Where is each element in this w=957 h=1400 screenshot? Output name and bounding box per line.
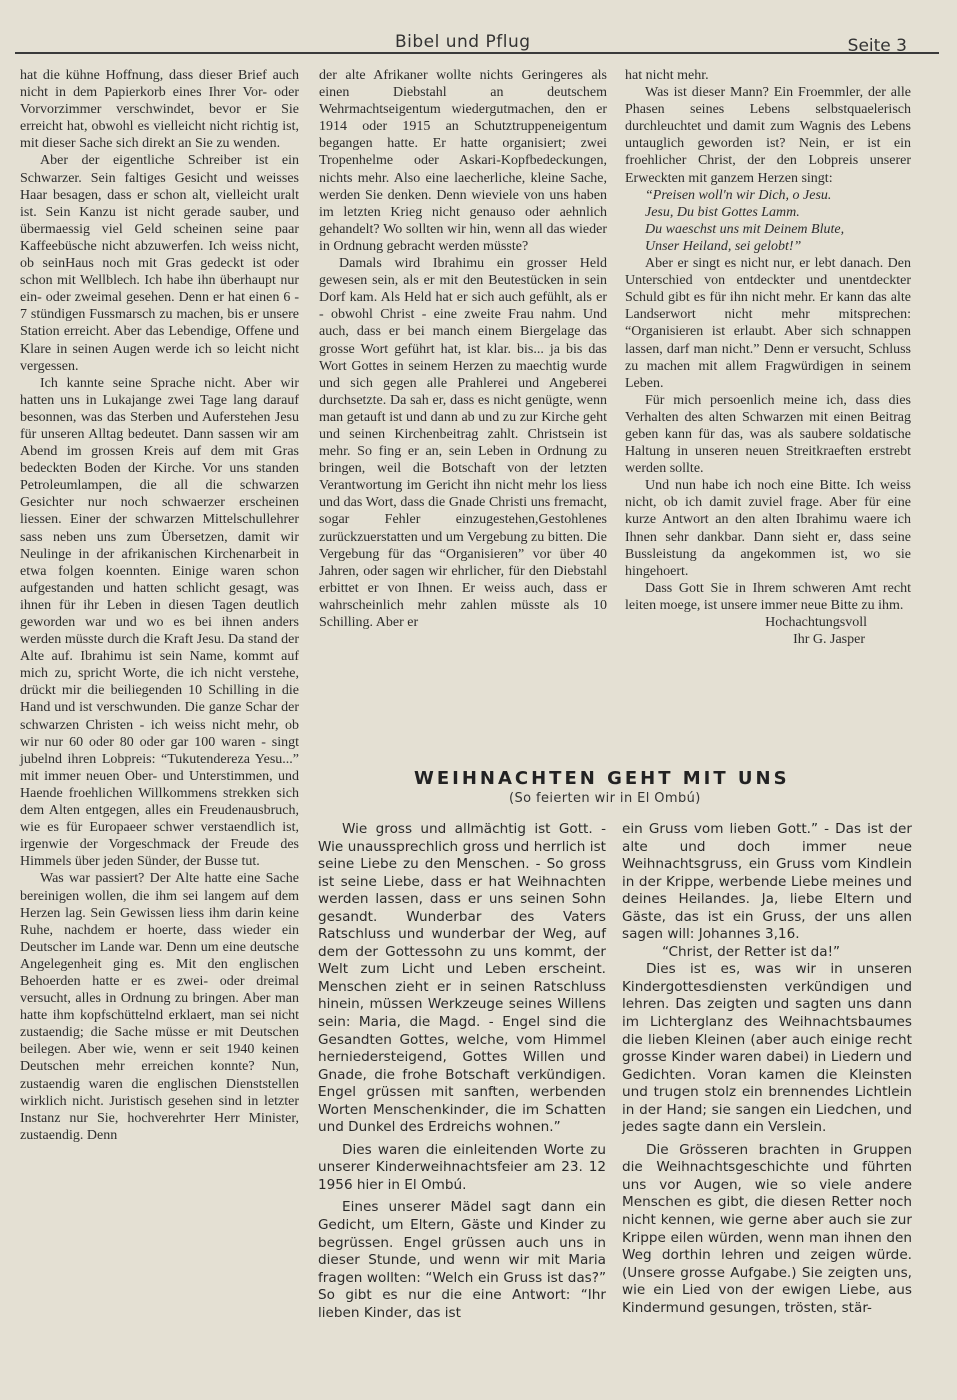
hymn-quote	[645, 187, 911, 255]
hymn-line: “Preisen woll'n wir Dich, o Jesu.	[645, 187, 832, 203]
paragraph: hat nicht mehr.	[625, 68, 709, 83]
paragraph: Damals wird Ibrahimu ein grosser Held gewesen sein, als er mit den Beutestücken in sein Dorf kam. Als Held hat er sich auch gefühlt, als er - obwohl Christ - eine zweite Frau nahm. Und auch, dass er bei manch einem Biergelage das grosse Wort geführt hat, ist klar. bis... ja bis das Wort Gottes in seinem Herzen zu maechtig wurde und sich gegen alle Prahlerei und Angeberei durchsetzte. Da sah er, dass es nicht genügte, wenn man getauft ist und dann ab und zu zur Kirche geht und seinen Kirchenbeitrag zahlt. Christsein ist mehr. So fing er an, sein Leben in Ordnung zu bringen, weil die Botschaft von der letzten Verantwortung im Gericht ihn nicht mehr los liess und das Wort, dass die Gnade Christi uns fremacht, sogar Fehler einzugestehen,Gestohlenes zurückzuerstatten und um Vergebung zu bitten. Die Vergebung für das “Organisieren” vor über 40 Jahren, oder sagen wir ehrlicher, für den Diebstahl erbittet er von Ihnen. Er weiss auch, dass er wahrscheinlich mehr zahlen müsste als 10 Schilling. Aber er	[319, 256, 607, 630]
paragraph: Eines unserer Mädel sagt dann ein Gedicht, um Eltern, Gäste und Kinder zu begrüssen. Engel grüssen auch uns in dieser Stunde, und wenn wir mit Maria fragen wollten: “Welch ein Gruss ist das?” So gibt es nur die eine Antwort: “Ihr lieben Kinder, das ist	[318, 1199, 606, 1321]
paragraph: Dies waren die einleitenden Worte zu unserer Kinderweihnachtsfeier am 23. 12 1956 hier in El Ombú.	[318, 1141, 606, 1193]
hymn-line: Du waeschst uns mit Deinem Blute,	[645, 221, 845, 237]
publication-title: Bibel und Pflug	[395, 32, 531, 52]
paragraph: Und nun habe ich noch eine Bitte. Ich weiss nicht, ob ich damit zuviel frage. Aber für eine kurze Antwort an den alten Ibrahimu waere ich Ihnen sehr dankbar. Dann sieht er, dass seine Bussleistung da angekommen ist, wo sie hingehoert.	[625, 478, 911, 579]
article-title: WEIHNACHTEN GEHT MIT UNS	[414, 768, 790, 789]
paragraph: Die Grösseren brachten in Gruppen die Weihnachtsgeschichte und führten uns vor Augen, wie so viele andere Menschen es gibt, die diesen Retter noch nicht kennen, wie gerne aber auch sie zur Krippe eilen würden, wenn man ihnen den Weg dorthin lehren und zeigen würde. (Unsere grosse Aufgabe.) Sie zeigten uns, wie ein Lied von der ewigen Liebe, aus Kindermund gesungen, trösten, stär-	[622, 1141, 912, 1316]
letter-column-3	[625, 67, 911, 648]
page-header	[0, 0, 957, 60]
paragraph: Was war passiert? Der Alte hatte eine Sache bereinigen wollen, die ihm sei langem auf dem Herzen lag. Sein Gewissen liess ihm darin keine Ruhe, nachdem er hoerte, dass wieder ein Deutscher im Lande war. Denn um eine deutsche Angelegenheit ging es. Mit den englischen Behoerden hatte er es zwei- oder dreimal versucht, alles in Ordnung zu bringen. Aber man hatte ihm kopfschüttelnd erklaert, man sei nicht zustaendig; die Sache müsse er mit Deutschen beilegen. Aber wie, wenn er seit 1940 keinen Deutschen mehr erreichen konnte? Nun, zustaendig waren die englischen Dienststellen wirklich nicht. Juristisch gesehen sind in letzter Instanz nur Sie, hochverehrter Herr Minister, zustaendig. Denn	[20, 871, 299, 1143]
paragraph: Für mich persoenlich meine ich, dass dies Verhalten des alten Schwarzen mit einen Beitrag geben kann für das, was als saubere soldatische Haltung in unseren neuen Streitkraeften erstrebt werden sollte.	[625, 392, 911, 477]
paragraph: Wie gross und allmächtig ist Gott. - Wie unaussprechlich gross und herrlich ist seine Liebe zu den Menschen. - So gross ist seine Liebe, dass er hat Weihnachten werden lassen, dass er uns seinen Sohn gesandt. Wunderbar des Vaters Ratschluss und wunderbar der Weg, auf dem der Gottessohn zu uns kommt, der Welt zum Licht und Leben erscheint. Menschen zieht er in seinen Ratschluss hinein, müssen Werkzeuge seines Willens sein: Maria, die Magd. - Engel sind die Gesandten Gottes, welche, vom Himmel herniedersteigend, Gottes Willen und Gnade, die frohe Botschaft verkündigen. Engel grüssen mit sanften, werbenden Worten Menschenkinder, die im Schatten und Dunkel des Erdreichs wohnen.”	[318, 821, 606, 1136]
quote-line: “Christ, der Retter ist da!”	[662, 943, 841, 960]
paragraph: ein Gruss vom lieben Gott.” - Das ist der alte und doch immer neue Weihnachtsgruss, ein Gruss vom Kindlein in der Krippe, werbende Liebe meines und deines Heilandes. Ja, liebe Eltern und Gäste, das ist ein Gruss, der uns allen sagen will: Johannes 3,16.	[622, 821, 912, 943]
page-number: Seite 3	[847, 36, 907, 56]
article-column-2	[622, 821, 912, 1317]
letter-signature: Ihr G. Jasper	[793, 632, 865, 648]
paragraph: hat die kühne Hoffnung, dass dieser Brief auch nicht in dem Papierkorb eines Ihrer Vor- oder Vorvorzimmer verschwindet, bevor er Sie erreicht hat, obwohl es vielleicht nicht richtig ist, mit dieser Sache sich direkt an Sie zu wenden.	[20, 68, 299, 152]
paragraph: der alte Afrikaner wollte nichts Geringeres als einen Diebstahl an deutschem Wehrmachtseigentum wiedergutmachen, den er 1914 oder 1915 an Schutztruppeneigentum begangen hatte. Er hatte organisiert; zwei Tropenhelme oder Askari-Kopfbedeckungen, nichts mehr. Also eine laecherliche, kleine Sache, werden Sie denken. Denn wieviele von uns haben im letzten Krieg nicht genauso oder aehnlich gehandelt? Wo sollten wir hin, wenn all das wieder in Ordnung gebracht werden müsste?	[319, 68, 607, 254]
article-column-1	[318, 821, 606, 1322]
paragraph: Dass Gott Sie in Ihrem schweren Amt recht leiten moege, ist unsere immer neue Bitte zu ihm.	[625, 580, 911, 613]
paragraph: Aber der eigentliche Schreiber ist ein Schwarzer. Sein faltiges Gesicht und weisses Haar besagen, dass er schon alt, vielleicht uralt ist. Sein Kanzu ist nicht gerade sauber, und übermaessig viel Geld scheinen seine paar Kaffeebüsche nicht abzuwerfen. Ich weiss nicht, ob seinHaus noch mit Gras gedeckt ist oder schon mit Wellblech. Ich habe ihn überhaupt nur ein- oder zweimal gesehen. Denn er hat einen 6 - 7 stündigen Fussmarsch zu machen, bis er unsere Station erreicht. Aber das Lebendige, Offene und Klare in seinen Augen werde ich so leicht nicht vergessen.	[20, 153, 299, 374]
letter-closing: Hochachtungsvoll	[765, 615, 867, 630]
letter-column-1	[20, 67, 299, 1144]
paragraph: Aber er singt es nicht nur, er lebt danach. Den Unterschied von entdeckter und unentdeckter Schuld gibt es für ihn nicht mehr. Er kann das alte Landserwort nicht mehr mitsprechen: “Organisieren ist erlaubt. Aber sich schnappen lassen, darf man nicht.” Denn er versucht, Schluss zu machen mit allem Fragwürdigen in seinem Leben.	[625, 256, 911, 391]
paragraph: Ich kannte seine Sprache nicht. Aber wir hatten uns in Lukajange zwei Tage lang darauf besonnen, was das Sterben und Auferstehen Jesu für unseren Alltag bedeutet. Dann sassen wir am Abend im grossen Kreis auf dem mit Gras bedeckten Boden der Kirche. Vor uns standen Petroleumlampen, die all die schwarzen Gesichter nur noch schwaerzer erscheinen liessen. Einer der schwarzen Mittelschullehrer sass neben uns zum Übersetzen, damit wir Neulinge in der afrikanischen Kirchenarbeit in etwa folgen koennten. Einige waren schon aufgestanden und hatten schlicht gesagt, was ihnen für ihr Leben in diesen Tagen deutlich geworden war und wo es bei ihnen anders werden müsste durch die Kraft Jesu. Da stand der Alte auf. Ibrahimu ist sein Name, kommt auf mich zu, spricht Worte, die ich nicht verstehe, drückt mir die beiliegenden 10 Schilling in die Hand und ist verschwunden. Die ganze Schar der schwarzen Christen - ich weiss nicht mehr, ob wir nur 60 oder 80 oder gar 100 waren - singt jubelnd ihren Lobpreis: “Tukutendereza Yesu...” mit immer neuen Ober- und Unterstimmen, und Haende froehlichen Willkommens strekken sich dem Alten entgegen, alles ein Freudenausbruch, wie es für Europaeer schwer verstaendlich ist, irgenwie der Vorgeschmack der Freude des Himmels über jeden Sünder, der Busse tut.	[20, 375, 299, 870]
paragraph: Was ist dieser Mann? Ein Froemmler, der alle Phasen seines Lebens selbstquaelerisch durchleuchtet und damit zum Wagnis des Lebens untauglich geworden ist? Nein, er ist ein froehlicher Christ, der den Lobpreis unserer Erweckten mit ganzem Herzen singt:	[625, 85, 911, 186]
header-rule	[15, 52, 939, 54]
hymn-line: Jesu, Du bist Gottes Lamm.	[645, 204, 800, 220]
hymn-line: Unser Heiland, sei gelobt!”	[645, 238, 802, 254]
paragraph: Dies ist es, was wir in unseren Kindergottesdiensten verkündigen und lehren. Das zeigten und sagten uns dann im Lichterglanz des Weihnachtsbaumes die lieben Kleinen (aber auch einige recht grosse Kinder waren dabei) in Liedern und Gedichten. Voran kamen die Kleinsten und trugen stolz ein brennendes Lichtlein in der Hand; sie sangen ein Liedchen, und jedes sagte dann ein Verslein.	[622, 961, 912, 1136]
article-subtitle: (So feierten wir in El Ombú)	[509, 791, 701, 806]
letter-column-2	[319, 67, 607, 631]
